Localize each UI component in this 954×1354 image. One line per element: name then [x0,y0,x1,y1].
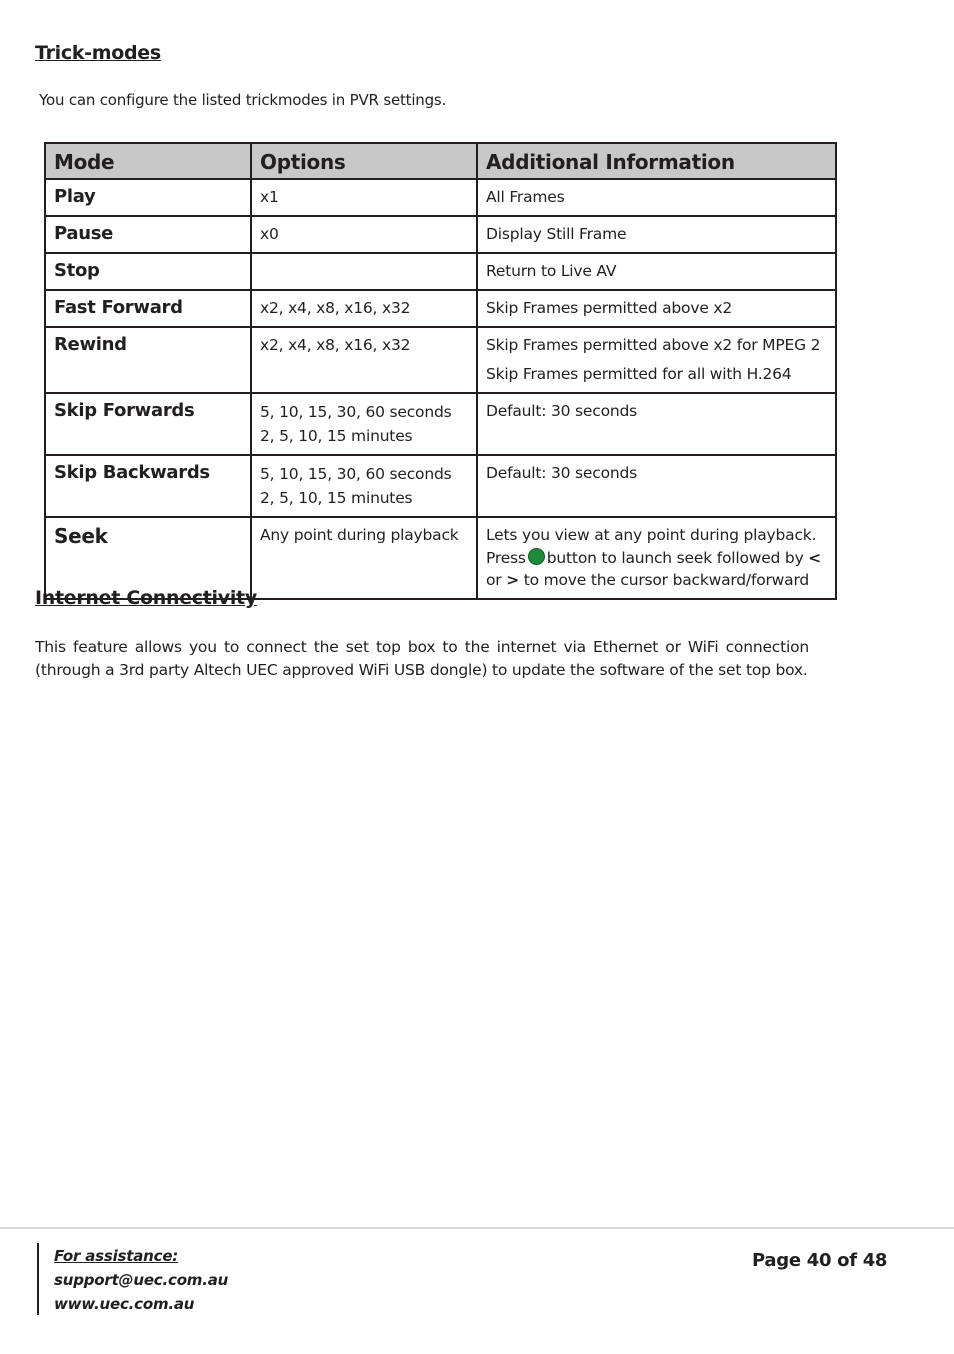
trick-modes-table [44,142,837,600]
greater-than-symbol: > [506,571,519,589]
info-line: Return to Live AV [486,262,617,280]
options-cell [251,253,477,290]
options-cell [251,216,477,253]
footer-assist-label: For assistance: [54,1247,179,1265]
mode-cell: Stop [45,253,251,290]
info-cell [477,216,836,253]
internet-connectivity-heading: Internet Connectivity [35,587,257,609]
seek-after-button-text: button to launch seek followed by [546,548,804,567]
seek-info-line2 [486,547,827,570]
footer-email-link[interactable]: support@uec.com.au [54,1271,229,1289]
seek-info-line3 [486,569,827,592]
info-line: Skip Frames permitted above x2 [486,299,733,317]
info-cell [477,393,836,455]
table-row [45,393,836,455]
info-cell [477,455,836,517]
options-cell [251,179,477,216]
options-cell [251,393,477,455]
header-additional-information: Additional Information [477,143,836,179]
options-cell [251,517,477,599]
options-line: 2, 5, 10, 15 minutes [260,489,413,507]
info-line: Skip Frames permitted above x2 for MPEG 2 [486,336,821,354]
header-options: Options [251,143,477,179]
info-cell [477,179,836,216]
options-line: x0 [260,225,279,243]
info-line: Skip Frames permitted for all with H.264 [486,365,792,383]
trick-modes-intro: You can configure the listed trickmodes in PVR settings. [39,91,447,109]
info-line: Default: 30 seconds [486,402,637,420]
table-header-row [45,143,836,179]
seek-press-text: Press [486,548,526,567]
info-line: All Frames [486,188,565,206]
table-row [45,290,836,327]
mode-cell: Fast Forward [45,290,251,327]
info-cell [477,327,836,393]
table-row [45,179,836,216]
seek-end-text: to move the cursor backward/forward [523,571,809,589]
green-button-icon [528,548,545,565]
footer-website-link[interactable]: www.uec.com.au [54,1295,195,1313]
options-line: 5, 10, 15, 30, 60 seconds [260,465,452,483]
footer-vertical-bar [37,1243,39,1315]
seek-or-text: or [486,571,502,589]
options-cell [251,455,477,517]
info-cell [477,290,836,327]
mode-cell: Play [45,179,251,216]
mode-cell: Skip Forwards [45,393,251,455]
info-line: Default: 30 seconds [486,464,637,482]
footer-divider [0,1227,954,1229]
options-cell [251,290,477,327]
options-cell [251,327,477,393]
options-line: 2, 5, 10, 15 minutes [260,427,413,445]
seek-info-line1: Lets you view at any point during playback. [486,526,817,544]
internet-connectivity-body: This feature allows you to connect the set top box to the internet via Ethernet or WiFi connection (through a 3rd party Altech UEC approved WiFi USB dongle) to update the software of the set top box. [35,638,809,679]
options-line: x1 [260,188,279,206]
page-number: Page 40 of 48 [752,1250,888,1271]
less-than-symbol: < [808,548,822,567]
options-line: Any point during playback [260,526,459,544]
options-line: x2, x4, x8, x16, x32 [260,299,411,317]
table-row [45,253,836,290]
table-row [45,327,836,393]
options-line: x2, x4, x8, x16, x32 [260,336,411,354]
trick-modes-heading: Trick-modes [35,42,161,64]
info-line: Display Still Frame [486,225,627,243]
header-mode: Mode [45,143,251,179]
info-cell [477,517,836,599]
mode-cell: Seek [45,517,251,599]
mode-cell: Pause [45,216,251,253]
footer-contact [54,1244,228,1316]
mode-cell: Rewind [45,327,251,393]
mode-cell: Skip Backwards [45,455,251,517]
table-row [45,455,836,517]
info-cell [477,253,836,290]
table-row [45,216,836,253]
options-line: 5, 10, 15, 30, 60 seconds [260,403,452,421]
